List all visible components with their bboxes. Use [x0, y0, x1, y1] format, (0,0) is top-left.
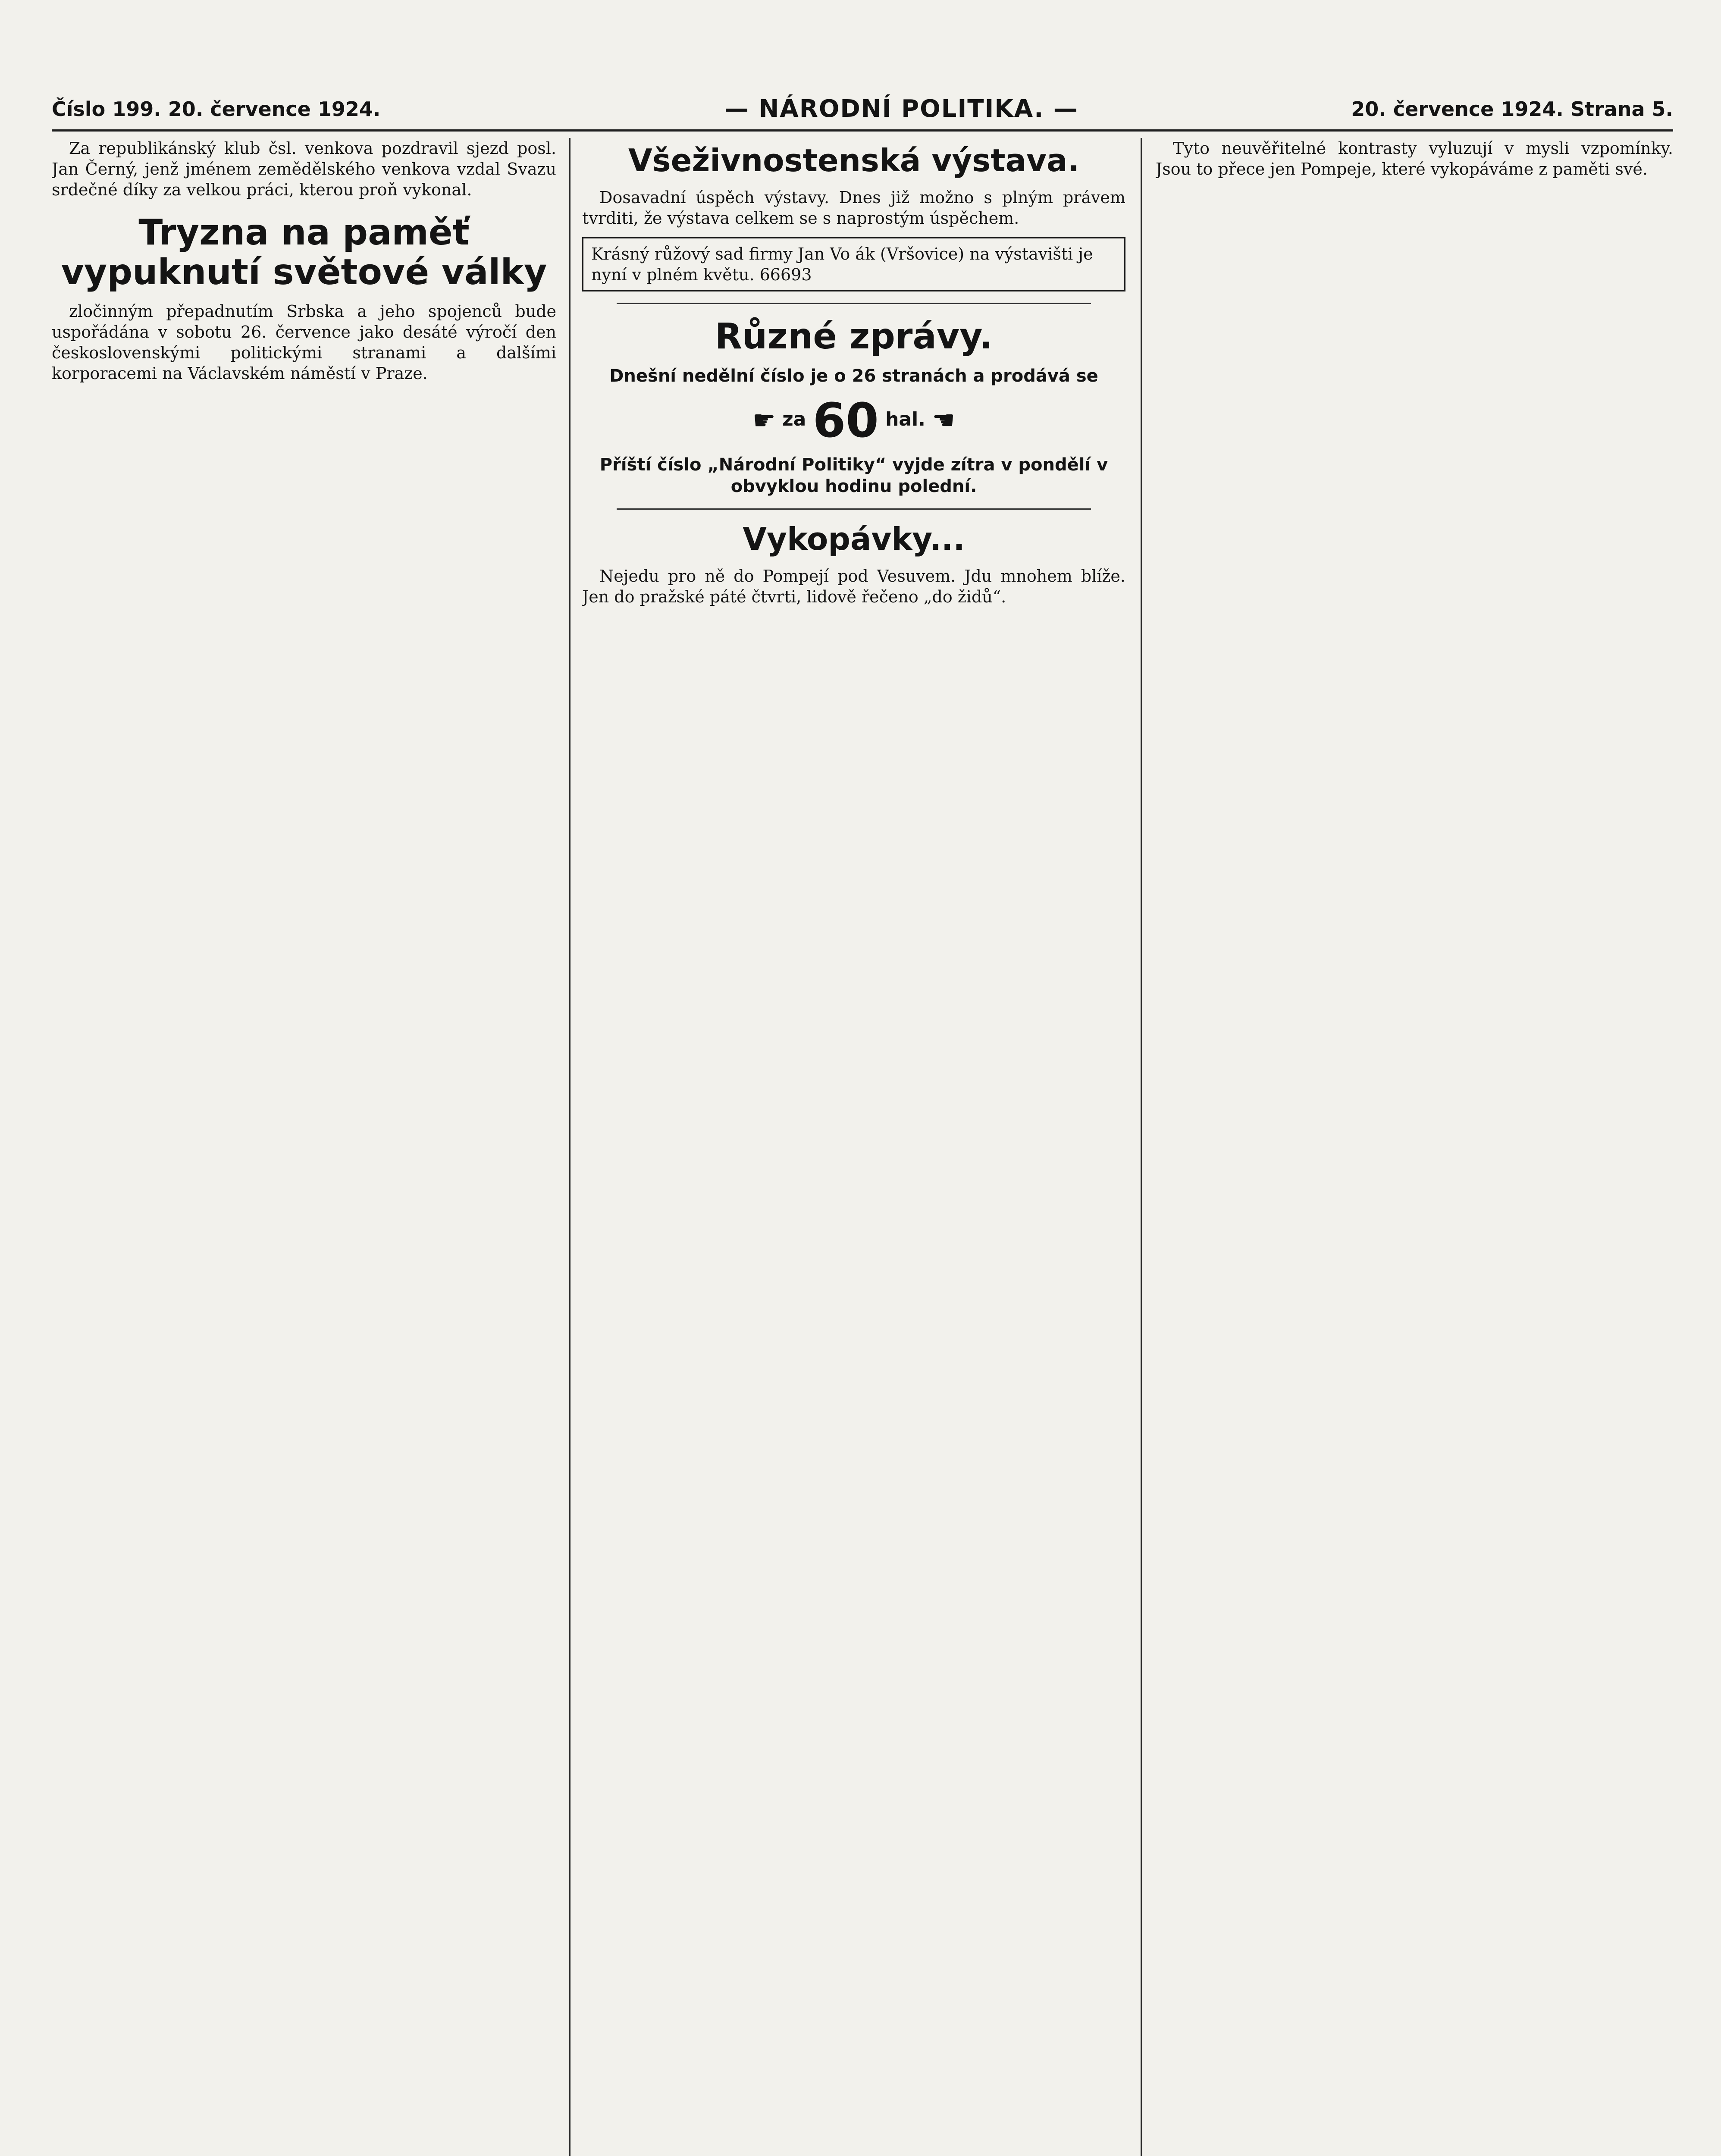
separator	[617, 508, 1091, 510]
pointing-hand-icon: ☛	[752, 405, 776, 436]
price-prefix: za	[782, 408, 806, 430]
notice: Dnešní nedělní číslo je o 26 stranách a prodává se	[609, 366, 1098, 386]
page-header	[52, 82, 1673, 129]
article-headline: Všeživnostenská výstava.	[628, 142, 1079, 179]
price-value: 60	[812, 393, 879, 448]
column-divider	[569, 138, 571, 2156]
article-paragraph: Za republikánský klub čsl. venkova pozdravil sjezd posl. Jan Černý, jenž jménem zemědělského venkova vzdal Svazu srdečné díky za velkou práci, kterou proň vykonal.	[52, 139, 556, 199]
newspaper-page	[52, 82, 1673, 2156]
issue-date: Číslo 199. 20. července 1924.	[52, 97, 381, 121]
pointing-hand-icon: ☚	[932, 405, 956, 436]
article-headline: Tryzna na paměť vypuknutí světové války	[61, 212, 547, 293]
page-number: 20. července 1924. Strana 5.	[1351, 97, 1673, 121]
notice: Příští číslo „Národní Politiky“ vyjde zítra v pondělí v obvyklou hodinu polední.	[599, 455, 1108, 496]
article-paragraph: zločinným přepadnutím Srbska a jeho spojenců bude uspořádána v sobotu 26. července jako desáté výročí den československými politickými stranami a dalšími korporacemi na Václavském náměstí v Praze.	[52, 302, 556, 383]
article-paragraph: Nejedu pro ně do Pompejí pod Vesuvem. Jdu mnohem blíže. Jen do pražské páté čtvrti, lidově řečeno „do židů“.	[582, 567, 1125, 606]
section-headline: Různé zprávy.	[715, 316, 993, 357]
article-paragraph: Dosavadní úspěch výstavy. Dnes již možno s plným právem tvrditi, že výstava celkem se s naprostým úspěchem.	[582, 188, 1125, 228]
advertisement: Krásný růžový sad firmy Jan Vo ák (Vršovice) na výstavišti je nyní v plném květu. 66693	[582, 237, 1125, 291]
article-paragraph: Tyto neuvěřitelné kontrasty vyluzují v mysli vzpomínky. Jsou to přece jen Pompeje, které vykopáváme z paměti své.	[1156, 139, 1673, 179]
price-line	[582, 393, 1125, 448]
feuilleton-headline: Vykopávky...	[743, 521, 965, 557]
column-divider	[1141, 138, 1142, 2156]
price-suffix: hal.	[885, 408, 925, 430]
column-3	[1156, 138, 1673, 2156]
column-1	[52, 138, 556, 2156]
masthead-title: — NÁRODNÍ POLITIKA. —	[724, 95, 1078, 123]
separator	[617, 303, 1091, 304]
header-rule	[52, 129, 1673, 132]
column-2	[582, 138, 1125, 2156]
